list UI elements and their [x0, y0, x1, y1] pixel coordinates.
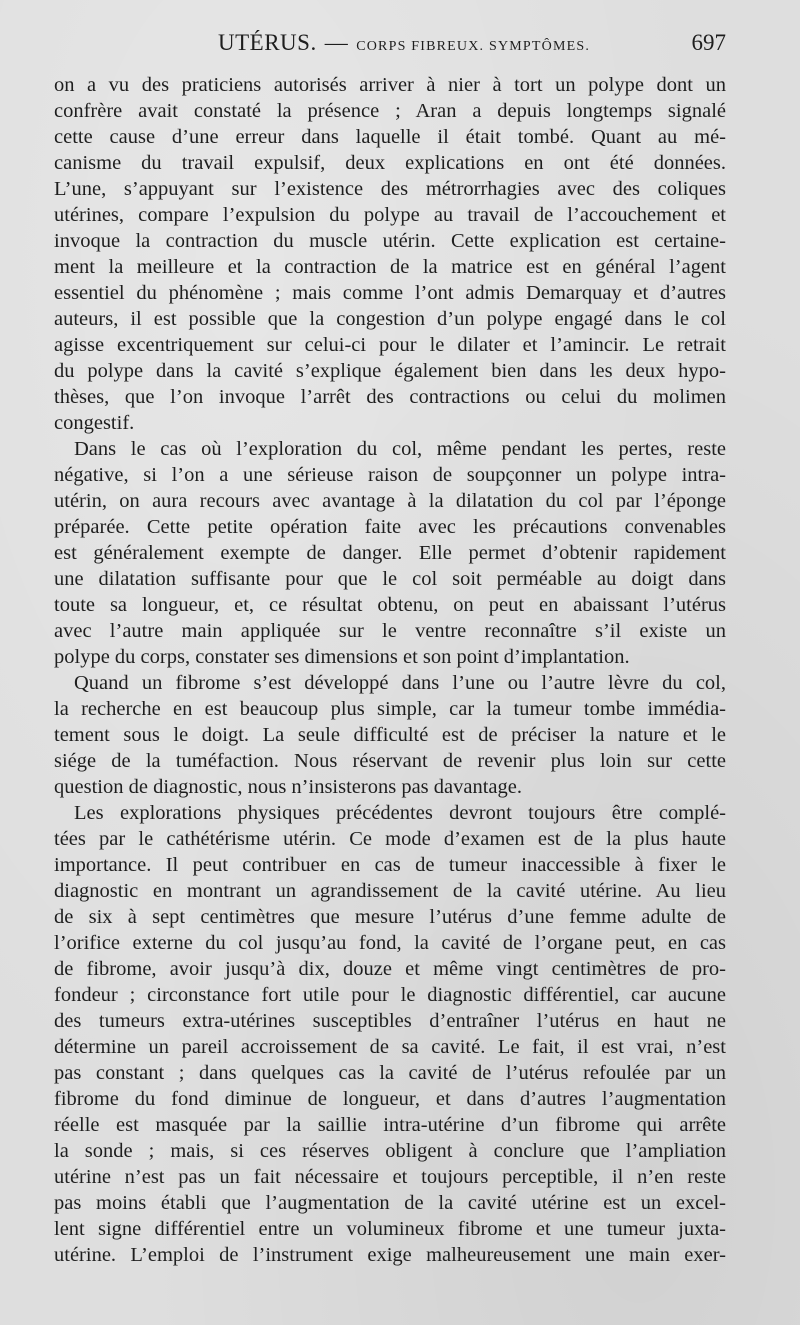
text-line: siége de la tuméfaction. Nous réservant de revenir plus loin sur cette — [54, 750, 726, 772]
text-line: est généralement exempte de danger. Elle permet d’obtenir rapidement — [54, 542, 726, 564]
text-line: la recherche en est beaucoup plus simple, car la tumeur tombe immédia- — [54, 698, 726, 720]
text-line: ment la meilleure et la contraction de la matrice est en général l’agent — [54, 256, 726, 278]
text-line: utérine. L’emploi de l’instrument exige malheureusement une main exer- — [54, 1244, 726, 1266]
text-line: canisme du travail expulsif, deux explications en ont été données. — [54, 152, 726, 174]
text-line: diagnostic en montrant un agrandissement de la cavité utérine. Au lieu — [54, 880, 726, 902]
text-line: avec l’autre main appliquée sur le ventre reconnaître s’il existe un — [54, 620, 726, 642]
text-line: auteurs, il est possible que la congestion d’un polype engagé dans le col — [54, 308, 726, 330]
text-line: de six à sept centimètres que mesure l’utérus d’une femme adulte de — [54, 906, 726, 928]
text-line: utérines, compare l’expulsion du polype au travail de l’accouchement et — [54, 204, 726, 226]
text-line: on a vu des praticiens autorisés arriver à nier à tort un polype dont un — [54, 74, 726, 96]
text-line: agisse excentriquement sur celui-ci pour le dilater et l’amincir. Le retrait — [54, 334, 726, 356]
text-line: de fibrome, avoir jusqu’à dix, douze et même vingt centimètres de pro- — [54, 958, 726, 980]
page-number: 697 — [691, 30, 726, 55]
page-header — [0, 30, 800, 60]
text-line: pas moins établi que l’augmentation de la cavité utérine est un excel- — [54, 1192, 726, 1214]
text-line: détermine un pareil accroissement de sa cavité. Le fait, il est vrai, n’est — [54, 1036, 726, 1058]
text-line: fondeur ; circonstance fort utile pour le diagnostic différentiel, car aucune — [54, 984, 726, 1006]
text-line: cette cause d’une erreur dans laquelle il était tombé. Quant au mé- — [54, 126, 726, 148]
text-line: toute sa longueur, et, ce résultat obtenu, on peut en abaissant l’utérus — [54, 594, 726, 616]
text-line: essentiel du phénomène ; mais comme l’ont admis Demarquay et d’autres — [54, 282, 726, 304]
text-line: négative, si l’on a une sérieuse raison de soupçonner un polype intra- — [54, 464, 726, 486]
text-line: une dilatation suffisante pour que le col soit perméable au doigt dans — [54, 568, 726, 590]
text-line: fibrome du fond diminue de longueur, et dans d’autres l’augmentation — [54, 1088, 726, 1110]
text-line: polype du corps, constater ses dimensions et son point d’implantation. — [54, 646, 630, 668]
text-line: Dans le cas où l’exploration du col, même pendant les pertes, reste — [74, 438, 726, 460]
text-line: utérin, on aura recours avec avantage à la dilatation du col par l’éponge — [54, 490, 726, 512]
page-body — [54, 72, 726, 1268]
text-line: invoque la contraction du muscle utérin. Cette explication est certaine- — [54, 230, 726, 252]
text-line: préparée. Cette petite opération faite avec les précautions convenables — [54, 516, 726, 538]
text-line: lent signe différentiel entre un volumineux fibrome et une tumeur juxta- — [54, 1218, 726, 1240]
text-line: Quand un fibrome s’est développé dans l’une ou l’autre lèvre du col, — [74, 672, 726, 694]
running-title-sub: CORPS FIBREUX. SYMPTÔMES. — [356, 39, 591, 54]
text-line: l’orifice externe du col jusqu’au fond, la cavité de l’organe peut, en cas — [54, 932, 726, 954]
text-line: pas constant ; dans quelques cas la cavité de l’utérus refoulée par un — [54, 1062, 726, 1084]
running-title-main: UTÉRUS. — [218, 30, 317, 55]
text-line: réelle est masquée par la saillie intra-utérine d’un fibrome qui arrête — [54, 1114, 726, 1136]
text-line: thèses, que l’on invoque l’arrêt des contractions ou celui du molimen — [54, 386, 726, 408]
running-title — [218, 30, 590, 56]
text-line: des tumeurs extra-utérines susceptibles d’entraîner l’utérus en haut ne — [54, 1010, 726, 1032]
text-line: question de diagnostic, nous n’insisterons pas davantage. — [54, 776, 522, 798]
text-line: importance. Il peut contribuer en cas de tumeur inaccessible à fixer le — [54, 854, 726, 876]
text-line: confrère avait constaté la présence ; Aran a depuis longtemps signalé — [54, 100, 726, 122]
text-line: Les explorations physiques précédentes devront toujours être complé- — [74, 802, 726, 824]
text-line: tement sous le doigt. La seule difficulté est de préciser la nature et le — [54, 724, 726, 746]
text-line: utérine n’est pas un fait nécessaire et toujours perceptible, il n’en reste — [54, 1166, 726, 1188]
text-line: L’une, s’appuyant sur l’existence des métrorrhagies avec des coliques — [54, 178, 726, 200]
text-line: la sonde ; mais, si ces réserves obligent à conclure que l’ampliation — [54, 1140, 726, 1162]
text-line: du polype dans la cavité s’explique également bien dans les deux hypo- — [54, 360, 726, 382]
text-line: tées par le cathétérisme utérin. Ce mode d’examen est de la plus haute — [54, 828, 726, 850]
running-title-dash: — — [324, 30, 349, 55]
text-line: congestif. — [54, 412, 135, 434]
